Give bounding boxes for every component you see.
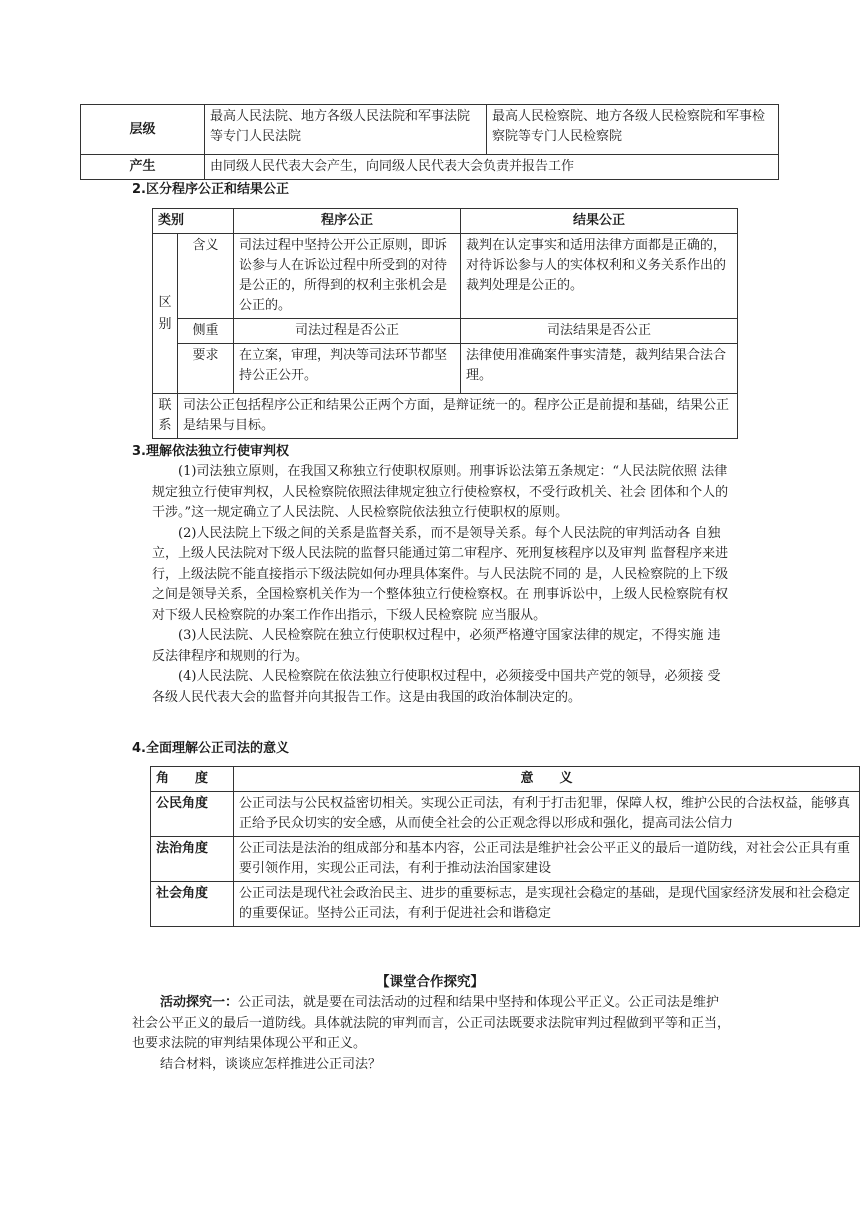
significance-table (150, 766, 860, 927)
table2-row-focus-outcome: 司法结果是否公正 (461, 319, 738, 344)
table3-angle-society: 社会角度 (151, 882, 234, 927)
section4-heading: 4.全面理解公正司法的意义 (132, 741, 289, 756)
table2-difference-label: 区别 (153, 234, 178, 394)
section3-body (152, 462, 730, 708)
activity-text: 公正司法，就是要在司法活动的过程和结果中坚持和体现公平正义。公正司法是维护社会公平正义的最后一道防线。具体就法院的审判而言，公正司法既要求法院审判过程做到平等和正当，也要求法院的审判结果体现公平和正义。 (132, 995, 731, 1051)
table3-header-meaning: 意 义 (234, 767, 860, 792)
justice-comparison-table (152, 208, 738, 439)
courts-comparison-table (80, 104, 779, 180)
table2-header-outcome: 结果公正 (461, 209, 738, 234)
table3-meaning-rule-of-law: 公正司法是法治的组成部分和基本内容，公正司法是维护社会公平正义的最后一道防线，对社会公正具有重要引领作用，实现公正司法，有利于推动法治国家建设 (234, 837, 860, 882)
table2-header-procedural: 程序公正 (234, 209, 461, 234)
activity-question: 结合材料，谈谈应怎样推进公正司法？ (160, 1057, 382, 1072)
table1-courts-level: 最高人民法院、地方各级人民法院和军事法院等专门人民法院 (205, 105, 487, 155)
table2-row-requirement-outcome: 法律使用准确案件事实清楚，裁判结果合法合理。 (461, 344, 738, 394)
table1-label-level: 层级 (81, 105, 205, 155)
table2-header-category: 类别 (153, 209, 234, 234)
table3-header-angle: 角 度 (151, 767, 234, 792)
section3-paragraph-4: (4)人民法院、人民检察院在依法独立行使职权过程中，必须接受中国共产党的领导，必须接 受各级人民代表大会的监督并向其报告工作。这是由我国的政治体制决定的。 (152, 669, 721, 705)
table2-row-focus-procedural: 司法过程是否公正 (234, 319, 461, 344)
table3-meaning-society: 公正司法是现代社会政治民主、进步的重要标志，是实现社会稳定的基础，是现代国家经济发展和社会稳定的重要保证。坚持公正司法，有利于促进社会和谐稳定 (234, 882, 860, 927)
section3-paragraph-3: (3)人民法院、人民检察院在独立行使职权过程中，必须严格遵守国家法律的规定，不得实施 违反法律程序和规则的行为。 (152, 628, 721, 664)
activity-paragraph (132, 993, 732, 1055)
table2-row-meaning-procedural: 司法过程中坚持公开公正原则，即诉讼参与人在诉讼过程中所受到的对待是公正的，所得到的权利主张机会是公正的。 (234, 234, 461, 319)
table3-angle-citizen: 公民角度 (151, 792, 234, 837)
table2-row-meaning-outcome: 裁判在认定事实和适用法律方面都是正确的，对待诉讼参与人的实体权利和义务关系作出的裁判处理是公正的。 (461, 234, 738, 319)
table2-row-focus-label: 侧重 (178, 319, 234, 344)
table3-meaning-citizen: 公正司法与公民权益密切相关。实现公正司法，有利于打击犯罪，保障人权，维护公民的合法权益，能够真正给予民众切实的安全感，从而使全社会的公正观念得以形成和强化，提高司法公信力 (234, 792, 860, 837)
table1-procuratorates-level: 最高人民检察院、地方各级人民检察院和军事检察院等专门人民检察院 (487, 105, 779, 155)
table3-angle-rule-of-law: 法治角度 (151, 837, 234, 882)
section3-paragraph-2: (2)人民法院上下级之间的关系是监督关系，而不是领导关系。每个人民法院的审判活动各 自独立，上级人民法院对下级人民法院的监督只能通过第二审程序、死刑复核程序以及审判 监督程序来进行，上级法院不能直接指示下级法院如何办理具体案件。与人民法院不同的 是，人民检察院的上下级之间是领导关系，全国检察机关作为一个整体独立行使检察权。在 刑事诉讼中，上级人民检察院有权对下级人民检察院的办案工作作出指示，下级人民检察院 应当服从。 (152, 525, 729, 623)
table2-relation-text: 司法公正包括程序公正和结果公正两个方面，是辩证统一的。程序公正是前提和基础，结果公正是结果与目标。 (178, 394, 738, 439)
section3-heading: 3.理解依法独立行使审判权 (132, 444, 289, 459)
table1-origin-text: 由同级人民代表大会产生，向同级人民代表大会负责并报告工作 (205, 155, 779, 180)
activity-label: 活动探究一： (160, 995, 239, 1010)
table2-row-requirement-label: 要求 (178, 344, 234, 394)
section2-heading: 2.区分程序公正和结果公正 (132, 182, 289, 197)
table2-row-requirement-procedural: 在立案，审理，判决等司法环节都坚持公正公开。 (234, 344, 461, 394)
classroom-title: 【课堂合作探究】 (376, 974, 484, 990)
table2-relation-label: 联系 (153, 394, 178, 439)
section3-paragraph-1: (1)司法独立原则，在我国又称独立行使职权原则。刑事诉讼法第五条规定：“人民法院依照 法律规定独立行使审判权，人民检察院依照法律规定独立行使检察权，不受行政机关、社会 团体和个人的干涉。”这一规定确立了人民法院、人民检察院依法独立行使职权的原则。 (152, 464, 729, 520)
table1-label-origin: 产生 (81, 155, 205, 180)
table2-row-meaning-label: 含义 (178, 234, 234, 319)
